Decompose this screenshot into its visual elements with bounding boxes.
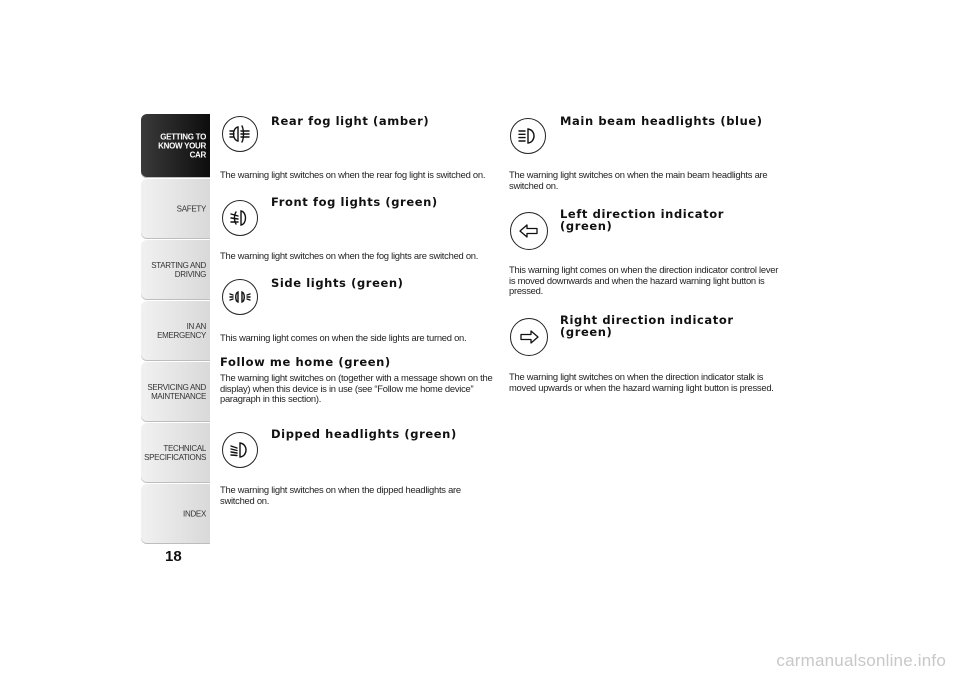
left-indicator-text: This warning light comes on when the direction indicator control lever is moved downwards and when the hazard warning light button is pressed. [509, 264, 779, 296]
tab-safety[interactable]: SAFETY [141, 179, 210, 239]
page-number: 18 [165, 548, 182, 565]
dipped-headlights-icon [222, 432, 258, 468]
left-indicator-title: Left direction indicator (green) [560, 207, 724, 233]
front-fog-text: The warning light switches on when the fog lights are switched on. [220, 250, 479, 261]
chapter-sidebar [141, 114, 210, 545]
watermark: carmanualsonline.info [776, 651, 946, 670]
rear-fog-text: The warning light switches on when the rear fog light is switched on. [220, 169, 486, 180]
main-beam-headlights-icon [510, 118, 546, 154]
tab-getting-to-know-your-car[interactable]: GETTING TO KNOW YOUR CAR [141, 114, 210, 178]
follow-me-home-text: The warning light switches on (together with a message shown on the display) when this device is in use (see “Follow me home device” paragraph in this section). [220, 372, 493, 404]
front-fog-light-icon [222, 200, 258, 236]
side-lights-title: Side lights (green) [271, 276, 404, 290]
left-arrow-icon [510, 212, 548, 250]
rear-fog-title: Rear fog light (amber) [271, 114, 430, 128]
main-beam-text: The warning light switches on when the main beam headlights are switched on. [509, 169, 768, 191]
right-indicator-text: The warning light switches on when the direction indicator stalk is moved upwards or when the hazard warning light button is pressed. [509, 371, 774, 393]
right-indicator-title: Right direction indicator (green) [560, 313, 734, 339]
side-lights-icon [222, 279, 258, 315]
main-beam-title: Main beam headlights (blue) [560, 114, 763, 128]
tab-servicing-and-maintenance[interactable]: SERVICING AND MAINTENANCE [141, 362, 210, 422]
tab-technical-specifications[interactable]: TECHNICAL SPECIFICATIONS [141, 423, 210, 483]
side-lights-text: This warning light comes on when the side lights are turned on. [220, 332, 467, 343]
rear-fog-light-icon [222, 116, 258, 152]
follow-me-home-title: Follow me home (green) [220, 355, 391, 369]
tab-starting-and-driving[interactable]: STARTING AND DRIVING [141, 240, 210, 300]
tab-in-an-emergency[interactable]: IN AN EMERGENCY [141, 301, 210, 361]
dipped-headlights-title: Dipped headlights (green) [271, 427, 457, 441]
front-fog-title: Front fog lights (green) [271, 195, 438, 209]
right-arrow-icon [510, 318, 548, 356]
tab-index[interactable]: INDEX [141, 484, 210, 544]
dipped-headlights-text: The warning light switches on when the dipped headlights are switched on. [220, 484, 461, 506]
